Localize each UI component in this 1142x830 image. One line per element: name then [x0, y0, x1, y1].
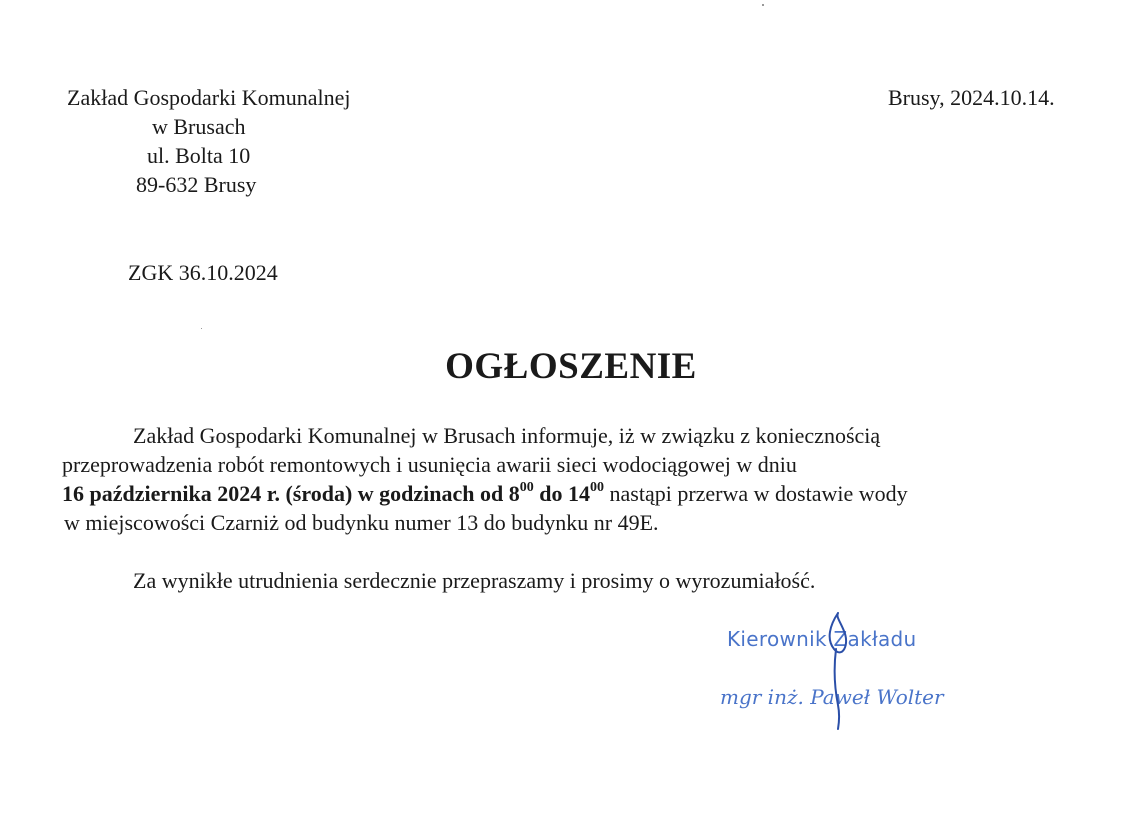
apology-line: Za wynikłe utrudnienia serdecznie przepraszamy i prosimy o wyrozumiałość. — [133, 568, 816, 593]
scan-speck — [762, 4, 764, 6]
handwritten-signature — [790, 605, 880, 735]
end-minutes: 00 — [590, 479, 605, 495]
body-line-4: w miejscowości Czarniż od budynku numer 13 do budynku nr 49E. — [64, 510, 659, 535]
document-title: OGŁOSZENIE — [445, 346, 697, 387]
place-date: Brusy, 2024.10.14. — [888, 85, 1055, 110]
reference-number: ZGK 36.10.2024 — [128, 260, 278, 285]
outage-notice: nastąpi przerwa w dostawie wody — [604, 481, 908, 506]
start-minutes: 00 — [519, 479, 534, 495]
scan-speck — [201, 328, 202, 329]
body-line-2: przeprowadzenia robót remontowych i usunięcia awarii sieci wodociągowej w dniu — [62, 452, 797, 477]
sender-address — [67, 83, 351, 199]
body-line-1: Zakład Gospodarki Komunalnej w Brusach informuje, iż w związku z koniecznością — [133, 423, 881, 448]
sender-city: w Brusach — [152, 114, 246, 139]
stamp-title: Kierownik Zakładu — [727, 627, 917, 651]
stamp-name: mgr inż. Paweł Wolter — [720, 685, 944, 709]
date-time-start: 16 października 2024 r. (środa) w godzinach od 8 — [62, 481, 520, 506]
sender-name: Zakład Gospodarki Komunalnej — [67, 85, 351, 110]
sender-postcode: 89-632 Brusy — [136, 172, 257, 197]
date-time-bold — [62, 481, 604, 506]
sender-street: ul. Bolta 10 — [147, 143, 251, 168]
date-time-end: do 14 — [533, 481, 591, 506]
body-line-3 — [62, 479, 908, 508]
